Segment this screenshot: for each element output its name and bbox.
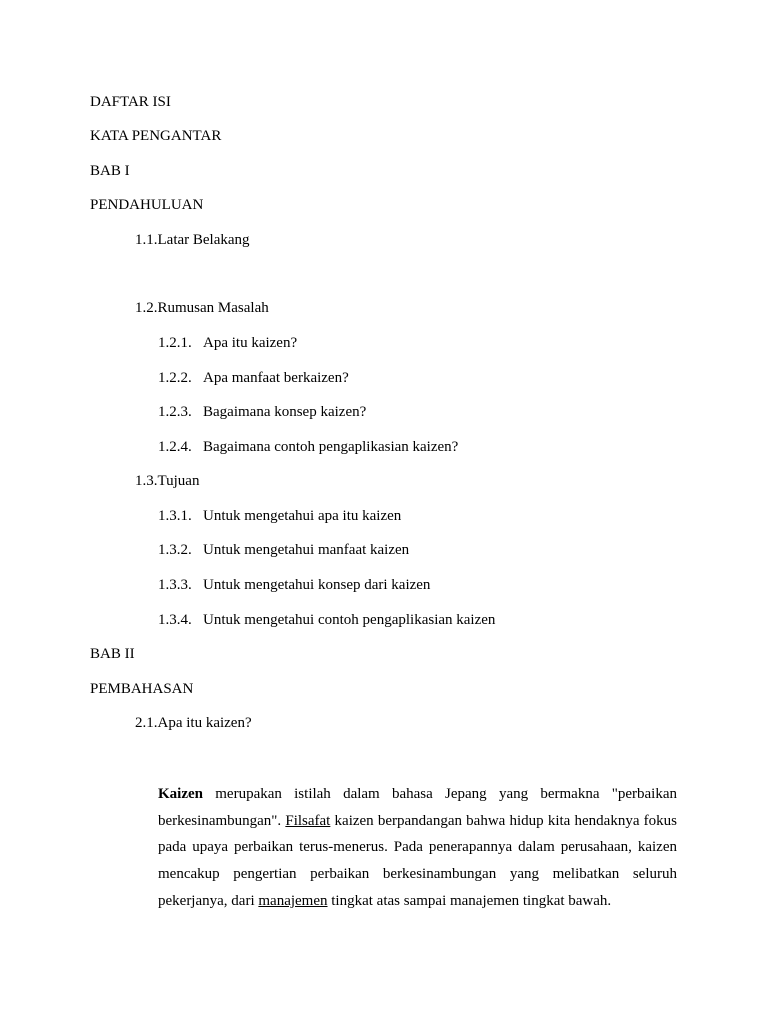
subsection-number: 1.2.3. [158, 404, 192, 420]
subsection-1-2-3 [158, 403, 366, 421]
link-manajemen[interactable]: manajemen [258, 892, 328, 909]
subsection-text: Bagaimana konsep kaizen? [203, 404, 367, 420]
chapter-label-bab2: BAB II [90, 646, 135, 662]
subsection-text: Untuk mengetahui konsep dari kaizen [203, 577, 431, 593]
chapter-title-pendahuluan: PENDAHULUAN [90, 197, 204, 213]
subsection-1-2-2 [158, 369, 349, 387]
section-2-1: 2.1.Apa itu kaizen? [135, 715, 252, 731]
paragraph-text-3: tingkat atas sampai manajemen tingkat bawah. [327, 892, 612, 909]
subsection-1-3-3 [158, 576, 430, 594]
subsection-number: 1.2.2. [158, 370, 192, 386]
chapter-label-bab1: BAB I [90, 163, 130, 179]
term-kaizen: Kaizen [158, 786, 203, 802]
subsection-text: Untuk mengetahui apa itu kaizen [203, 508, 402, 524]
heading-kata-pengantar: KATA PENGANTAR [90, 128, 222, 144]
subsection-1-3-1 [158, 507, 401, 525]
subsection-number: 1.3.4. [158, 612, 192, 628]
subsection-text: Apa itu kaizen? [203, 335, 298, 351]
subsection-text: Untuk mengetahui manfaat kaizen [203, 542, 410, 558]
subsection-1-3-4 [158, 611, 495, 629]
section-1-1: 1.1.Latar Belakang [135, 232, 250, 248]
subsection-text: Bagaimana contoh pengaplikasian kaizen? [203, 439, 459, 455]
subsection-number: 1.3.2. [158, 542, 192, 558]
subsection-text: Untuk mengetahui contoh pengaplikasian kaizen [203, 612, 496, 628]
paragraph-text-1: merupakan istilah dalam bahasa Jepang yang bermakna "perbaikan berkesinambungan". [158, 786, 677, 829]
heading-daftar-isi: DAFTAR ISI [90, 94, 171, 110]
subsection-number: 1.2.1. [158, 335, 192, 351]
chapter-title-pembahasan: PEMBAHASAN [90, 681, 194, 697]
section-1-2: 1.2.Rumusan Masalah [135, 300, 269, 316]
subsection-number: 1.3.3. [158, 577, 192, 593]
section-1-3: 1.3.Tujuan [135, 473, 200, 489]
subsection-1-2-1 [158, 334, 297, 352]
subsection-number: 1.2.4. [158, 439, 192, 455]
subsection-1-3-2 [158, 541, 409, 559]
kaizen-paragraph [158, 781, 677, 915]
paragraph-text-2: kaizen berpandangan bahwa hidup kita hendaknya fokus pada upaya perbaikan terus-menerus. Pada penerapannya dalam perusahaan, kaizen mencakup pengertian perbaikan berkesinambungan yang melibatkan seluruh pekerjanya, dari [158, 812, 677, 909]
link-filsafat[interactable]: Filsafat [285, 812, 331, 829]
subsection-text: Apa manfaat berkaizen? [203, 370, 349, 386]
subsection-number: 1.3.1. [158, 508, 192, 524]
subsection-1-2-4 [158, 438, 458, 456]
